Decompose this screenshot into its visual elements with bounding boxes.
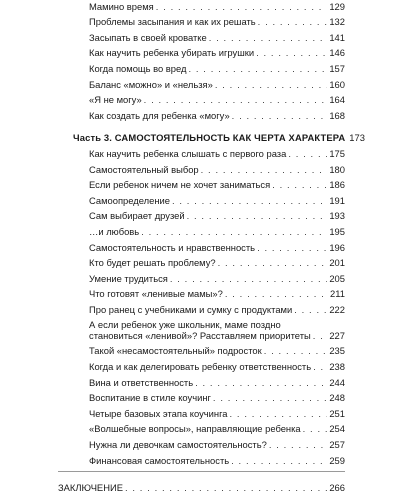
toc-entry-title: Когда помощь во вред [89, 62, 187, 74]
toc-entry-page: 141 [329, 31, 345, 43]
toc-entry [89, 237, 345, 253]
toc-leader-dots [195, 377, 327, 388]
toc-entry [89, 105, 345, 121]
toc-entry-page: 201 [329, 257, 345, 269]
toc-part-page: 173 [349, 132, 365, 144]
toc-entry [89, 58, 345, 74]
toc-leader-dots [170, 273, 327, 284]
toc-entry [89, 206, 345, 222]
toc-leader-dots [232, 110, 328, 121]
toc-leader-dots [231, 455, 327, 466]
toc-entry [89, 284, 345, 300]
toc-leader-dots [218, 257, 328, 268]
toc-leader-dots [213, 392, 327, 403]
toc-entry-title: «Волшебные вопросы», направляющие ребенка [89, 423, 301, 435]
toc-entry-page: 186 [329, 179, 345, 191]
toc-entry [89, 356, 345, 372]
toc-leader-dots [256, 47, 327, 58]
toc-leader-dots [225, 288, 328, 299]
toc-leader-dots [156, 1, 328, 12]
toc-leader-dots [313, 361, 327, 372]
toc-entry-title: Вина и ответственность [89, 376, 194, 388]
toc-entry-page: 175 [329, 147, 345, 159]
toc-entry-page: 211 [330, 288, 345, 300]
toc-entry-title: Сам выбирает друзей [89, 210, 185, 222]
toc-entry [89, 450, 345, 466]
toc-entry-title: «Я не могу» [89, 94, 142, 106]
toc-leader-dots [215, 79, 327, 90]
toc-part-title: Часть 3. САМОСТОЯТЕЛЬНОСТЬ КАК ЧЕРТА ХАРАКТЕРА [73, 132, 346, 144]
toc-leader-dots [188, 63, 327, 74]
toc-entry-page: 146 [329, 47, 345, 59]
toc-entry [89, 403, 345, 419]
toc-leader-dots [303, 423, 328, 434]
toc-entry [89, 143, 345, 159]
toc-entry-title: Умение трудиться [89, 272, 168, 284]
toc-entry [89, 43, 345, 59]
section-divider [58, 471, 345, 472]
toc-leader-dots [144, 94, 328, 105]
toc-leader-dots [294, 304, 327, 315]
toc-leader-dots [172, 195, 327, 206]
toc-entry-page: 164 [329, 94, 345, 106]
toc-entry-page: 254 [329, 423, 345, 435]
toc-entry [89, 434, 345, 450]
toc-conclusion [58, 478, 345, 493]
toc-entry [89, 12, 345, 28]
toc-leader-dots [141, 226, 327, 237]
toc-entry-page: 244 [329, 376, 345, 388]
toc-entry [89, 372, 345, 388]
toc-entry-title: Мамино время [89, 0, 154, 12]
toc-entry-title: Как научить ребенка слышать с первого раза [89, 147, 287, 159]
toc-entry [89, 190, 345, 206]
toc-entry-page: 191 [329, 194, 345, 206]
toc-entry [89, 419, 345, 435]
toc-entry-page: 238 [329, 361, 345, 373]
toc-entry-page: 259 [329, 454, 345, 466]
toc-entry-title: Самостоятельность и нравственность [89, 241, 256, 253]
toc-entry [89, 74, 345, 90]
toc-entry [89, 341, 345, 357]
toc-conclusion-page: 266 [329, 482, 345, 493]
toc-leader-dots [258, 16, 328, 27]
toc-entry-page: 222 [329, 303, 345, 315]
toc-leader-dots [257, 242, 327, 253]
toc-entry-title: Баланс «можно» и «нельзя» [89, 78, 213, 90]
toc-entry-page: 196 [329, 241, 345, 253]
toc-entry-title: Как создать для ребенка «могу» [89, 109, 230, 121]
toc-entry-title: Кто будет решать проблему? [89, 257, 216, 269]
toc-entry-page: 193 [329, 210, 345, 222]
toc-entry-title-line2: становиться «ленивой»? Расставляем приоритеты [89, 329, 311, 341]
toc-entry-page: 157 [329, 62, 345, 74]
toc-entry-title: Что готовят «ленивые мамы»? [89, 288, 223, 300]
toc-entry [89, 299, 345, 315]
toc-entry [89, 221, 345, 237]
toc-entry [89, 388, 345, 404]
toc-entry [89, 27, 345, 43]
toc-entry-page: 168 [329, 109, 345, 121]
toc-entry-title: Самоопределение [89, 194, 170, 206]
toc-entry-title: …и любовь [89, 225, 140, 237]
toc-entry-page: 205 [329, 272, 345, 284]
toc-conclusion-title: ЗАКЛЮЧЕНИЕ [58, 482, 123, 493]
toc-entry [89, 175, 345, 191]
toc-leader-dots [269, 439, 328, 450]
toc-leader-dots [125, 482, 327, 493]
toc-entry-title: Самостоятельный выбор [89, 163, 199, 175]
toc-entry [89, 159, 345, 175]
toc-entry-title: Засыпать в своей кроватке [89, 31, 207, 43]
toc-entry-title: Четыре базовых этапа коучинга [89, 407, 228, 419]
toc-entry [89, 0, 345, 12]
toc-entry-page: 248 [329, 392, 345, 404]
toc-entry-title: Такой «несамостоятельный» подросток [89, 345, 262, 357]
toc-entry-title: Про ранец с учебниками и сумку с продуктами [89, 303, 293, 315]
toc-entry-title: Воспитание в стиле коучинг [89, 392, 211, 404]
toc-entry-page: 195 [329, 225, 345, 237]
toc-entry-title: Когда и как делегировать ребенку ответственность [89, 361, 312, 373]
toc-entry [89, 315, 345, 341]
toc-leader-dots [264, 345, 328, 356]
toc-entry-title [89, 319, 311, 341]
toc-leader-dots [201, 164, 328, 175]
toc-leader-dots [230, 408, 328, 419]
toc-entry-title: Как научить ребенка убирать игрушки [89, 47, 255, 59]
toc-entry-page: 129 [329, 0, 345, 12]
toc-entry [89, 253, 345, 269]
toc-entry-page: 235 [329, 345, 345, 357]
toc-leader-dots [209, 32, 328, 43]
toc-entry [89, 90, 345, 106]
toc-entry-page: 251 [329, 407, 345, 419]
toc-entry-title-line1: А если ребенок уже школьник, маме поздно [89, 318, 281, 330]
toc-part-heading [73, 128, 365, 144]
toc-entry-title: Проблемы засыпания и как их решать [89, 16, 256, 28]
toc-entry-page: 132 [329, 16, 345, 28]
toc-entry [89, 268, 345, 284]
toc-leader-dots [187, 210, 328, 221]
toc-entry-page: 160 [329, 78, 345, 90]
toc-entry-title: Если ребенок ничем не хочет заниматься [89, 179, 271, 191]
toc-leader-dots [272, 179, 327, 190]
toc-leader-dots [313, 330, 328, 341]
toc-entry-page: 227 [329, 329, 345, 341]
toc-leader-dots [288, 148, 327, 159]
toc-entry-title: Нужна ли девочкам самостоятельность? [89, 439, 267, 451]
toc-entry-page: 257 [329, 439, 345, 451]
toc-entry-title: Финансовая самостоятельность [89, 454, 230, 466]
toc-entry-page: 180 [329, 163, 345, 175]
